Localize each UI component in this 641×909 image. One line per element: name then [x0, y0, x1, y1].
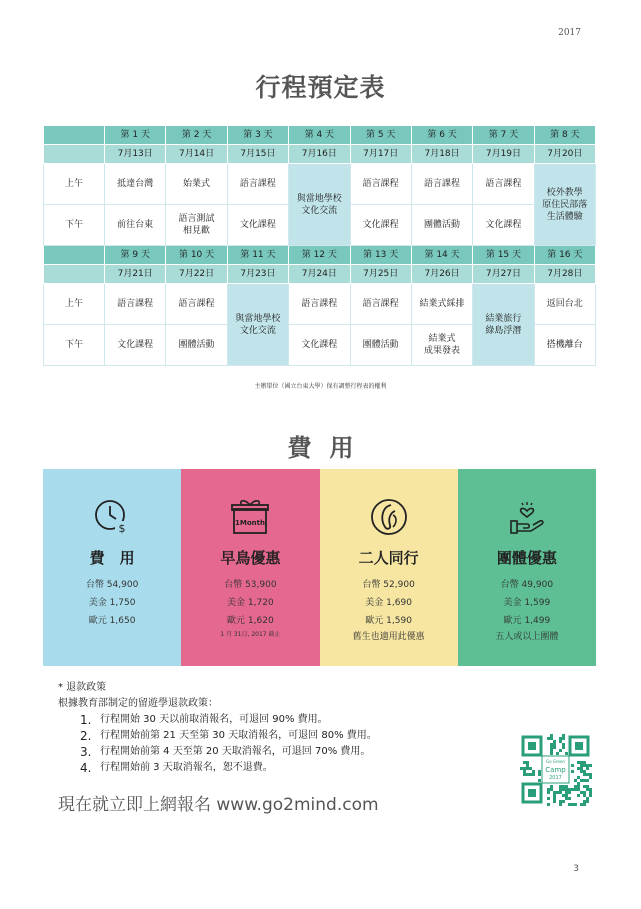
qr-module [583, 791, 586, 794]
qr-module [583, 803, 586, 806]
qr-module [562, 794, 565, 797]
qr-module [532, 773, 535, 776]
qr-module [562, 785, 565, 788]
qr-module [532, 770, 535, 773]
activity-cell: 團體活動 [411, 205, 472, 246]
qr-module [574, 779, 577, 782]
qr-module [550, 752, 553, 755]
qr-module [586, 764, 589, 767]
qr-module [577, 767, 580, 770]
qr-module [586, 797, 589, 800]
fee-price-eur: 歐元 1,499 [503, 616, 551, 626]
qr-module [523, 767, 526, 770]
fee-price-twd: 台幣 54,900 [85, 580, 139, 590]
qr-module [556, 791, 559, 794]
date-cell: 7月21日 [105, 265, 166, 284]
qr-module [523, 761, 526, 764]
qr-module [589, 788, 592, 791]
day-header: 第 13 天 [350, 246, 411, 265]
date-cell: 7月16日 [289, 145, 350, 164]
qr-module [565, 794, 568, 797]
qr-module [586, 773, 589, 776]
activity-cell-merged: 校外教學 原住民部落 生活體驗 [534, 164, 595, 246]
list-item [80, 760, 377, 776]
list-number: 2. [80, 729, 92, 743]
qr-module [553, 800, 556, 803]
qr-module [553, 791, 556, 794]
qr-module [580, 770, 583, 773]
fee-note: 五人或以上團體 [495, 632, 559, 642]
list-number: 1. [80, 713, 92, 727]
activity-cell: 團體活動 [166, 325, 227, 366]
qr-module [586, 779, 589, 782]
table-row-days-1 [44, 126, 596, 145]
date-cell: 7月27日 [473, 265, 534, 284]
fee-price-usd: 美金 1,599 [503, 598, 551, 608]
qr-module [553, 794, 556, 797]
fee-price-eur: 歐元 1,650 [88, 616, 136, 626]
qr-module [589, 773, 592, 776]
date-cell: 7月25日 [350, 265, 411, 284]
qr-module [580, 761, 583, 764]
day-header: 第 15 天 [473, 246, 534, 265]
qr-module [577, 761, 580, 764]
qr-module [529, 767, 532, 770]
activity-cell: 文化課程 [227, 205, 288, 246]
qr-module [583, 770, 586, 773]
list-item [80, 728, 377, 744]
activity-cell: 語言課程 [289, 284, 350, 325]
day-header: 第 12 天 [289, 246, 350, 265]
day-header: 第 4 天 [289, 126, 350, 145]
table-cell [44, 145, 105, 164]
fee-price-eur: 歐元 1,590 [365, 616, 412, 626]
activity-cell: 語言測試 相見歡 [166, 205, 227, 246]
qr-label-1: Go Green [546, 759, 565, 764]
period-label: 下午 [44, 205, 105, 246]
period-label: 上午 [44, 284, 105, 325]
list-item [80, 712, 377, 728]
activity-cell: 語言課程 [411, 164, 472, 205]
qr-module [583, 773, 586, 776]
qr-module [577, 776, 580, 779]
qr-module [580, 764, 583, 767]
qr-module [550, 788, 553, 791]
table-row-dates-1 [44, 145, 596, 164]
fee-price-usd: 美金 1,750 [88, 598, 136, 608]
day-header: 第 11 天 [227, 246, 288, 265]
activity-cell: 抵達台灣 [105, 164, 166, 205]
refund-intro: 根據教育部制定的留遊學退款政策： [58, 698, 218, 709]
date-cell: 7月18日 [411, 145, 472, 164]
refund-list [58, 712, 377, 776]
qr-module [526, 773, 529, 776]
qr-module [565, 752, 568, 755]
day-header: 第 14 天 [411, 246, 472, 265]
day-header: 第 2 天 [166, 126, 227, 145]
activity-cell: 語言課程 [227, 164, 288, 205]
activity-cell: 前往台東 [105, 205, 166, 246]
clock-dollar-icon [92, 497, 132, 537]
day-header: 第 7 天 [473, 126, 534, 145]
fee-price-eur: 歐元 1,620 [227, 616, 274, 626]
qr-module [571, 770, 574, 773]
activity-cell: 返回台北 [534, 284, 595, 325]
qr-module [580, 779, 583, 782]
qr-module [559, 803, 562, 806]
qr-module [580, 791, 583, 794]
qr-module [583, 785, 586, 788]
qr-module [562, 788, 565, 791]
date-cell: 7月22日 [166, 265, 227, 284]
fee-panels [43, 469, 596, 666]
period-label: 下午 [44, 325, 105, 366]
day-header: 第 10 天 [166, 246, 227, 265]
fee-panel-group [458, 469, 596, 666]
year-label: 2017 [558, 28, 581, 38]
schedule-table [43, 125, 596, 366]
fee-price-twd: 台幣 53,900 [224, 580, 277, 590]
day-header: 第 8 天 [534, 126, 595, 145]
activity-cell: 語言課程 [166, 284, 227, 325]
qr-module [526, 761, 529, 764]
activity-cell: 文化課程 [289, 325, 350, 366]
fee-note: 舊生也適用此優惠 [352, 632, 425, 642]
activity-cell: 語言課程 [105, 284, 166, 325]
date-cell: 7月24日 [289, 265, 350, 284]
qr-module [520, 767, 523, 770]
table-cell [44, 246, 105, 265]
date-cell: 7月20日 [534, 145, 595, 164]
table-row-dates-2 [44, 265, 596, 284]
qr-module [526, 767, 529, 770]
register-cta[interactable]: 現在就立即上網報名 www.go2mind.com [58, 795, 379, 815]
date-cell: 7月23日 [227, 265, 288, 284]
qr-module [589, 794, 592, 797]
qr-module [553, 743, 556, 746]
gift-icon [230, 497, 270, 537]
list-text: 行程開始 30 天以前取消報名，可退回 90% 費用。 [100, 714, 328, 725]
fee-name: 團體優惠 [496, 549, 557, 567]
period-label: 上午 [44, 164, 105, 205]
date-cell: 7月26日 [411, 265, 472, 284]
gift-icon-label: 1Month [235, 519, 266, 527]
qr-module [565, 788, 568, 791]
qr-module [571, 788, 574, 791]
activity-cell-merged: 與當地學校 文化交流 [227, 284, 288, 366]
qr-module [583, 764, 586, 767]
qr-module [565, 797, 568, 800]
table-row-am-1 [44, 164, 596, 205]
qr-module [550, 743, 553, 746]
qr-module [547, 791, 550, 794]
refund-policy [58, 680, 377, 776]
qr-module [559, 788, 562, 791]
hand-heart-icon [507, 497, 547, 537]
fee-panel-regular [43, 469, 181, 666]
qr-module [547, 803, 550, 806]
couple-icon [369, 497, 409, 537]
qr-module [574, 803, 577, 806]
day-header: 第 5 天 [350, 126, 411, 145]
date-cell: 7月17日 [350, 145, 411, 164]
fee-price-usd: 美金 1,720 [227, 598, 274, 608]
table-row-am-2 [44, 284, 596, 325]
qr-module [586, 785, 589, 788]
activity-cell-merged: 結業旅行 綠島浮潛 [473, 284, 534, 366]
qr-module [553, 746, 556, 749]
table-row-days-2 [44, 246, 596, 265]
activity-cell: 文化課程 [473, 205, 534, 246]
qr-module [583, 761, 586, 764]
qr-module [550, 734, 553, 737]
date-cell: 7月13日 [105, 145, 166, 164]
fee-price-twd: 台幣 49,900 [500, 580, 554, 590]
qr-module [586, 788, 589, 791]
qr-module [562, 743, 565, 746]
fee-name: 費 用 [89, 549, 135, 567]
table-cell [44, 126, 105, 145]
qr-module [550, 746, 553, 749]
day-header: 第 16 天 [534, 246, 595, 265]
activity-cell: 語言課程 [473, 164, 534, 205]
qr-module [574, 785, 577, 788]
qr-module [562, 737, 565, 740]
qr-module [568, 791, 571, 794]
fee-panel-pair [320, 469, 458, 666]
qr-module [568, 797, 571, 800]
qr-module [523, 770, 526, 773]
list-text: 行程開始前 3 天取消報名，恕不退費。 [100, 762, 273, 773]
refund-heading: * 退款政策 [58, 682, 107, 693]
qr-module [559, 785, 562, 788]
date-cell: 7月15日 [227, 145, 288, 164]
list-text: 行程開始前第 4 天至第 20 天取消報名，可退回 70% 費用。 [100, 746, 371, 757]
list-item [80, 744, 377, 760]
list-number: 4. [80, 761, 92, 775]
activity-cell: 文化課程 [105, 325, 166, 366]
fee-price-usd: 美金 1,690 [365, 598, 412, 608]
qr-module [571, 803, 574, 806]
activity-cell-merged: 與當地學校 文化交流 [289, 164, 350, 246]
qr-module [526, 764, 529, 767]
activity-cell: 始業式 [166, 164, 227, 205]
activity-cell: 團體活動 [350, 325, 411, 366]
qr-module [571, 764, 574, 767]
qr-module [559, 740, 562, 743]
qr-label-3: 2017 [549, 775, 562, 781]
day-header: 第 6 天 [411, 126, 472, 145]
qr-code-icon[interactable] [519, 733, 592, 806]
qr-module [550, 785, 553, 788]
qr-module [577, 788, 580, 791]
table-cell [44, 265, 105, 284]
activity-cell: 結業式 成果發表 [411, 325, 472, 366]
qr-module [583, 800, 586, 803]
qr-module [538, 773, 541, 776]
qr-module [559, 791, 562, 794]
qr-module [568, 788, 571, 791]
qr-module [589, 791, 592, 794]
qr-module [523, 773, 526, 776]
qr-module [580, 767, 583, 770]
qr-module [559, 800, 562, 803]
qr-module [565, 785, 568, 788]
qr-module [577, 785, 580, 788]
qr-module [589, 776, 592, 779]
qr-module [577, 794, 580, 797]
date-cell: 7月28日 [534, 265, 595, 284]
organizer-note: 主辦單位（國立台東大學）保有調整行程表的權利 [254, 383, 387, 390]
fee-panel-early-bird [181, 469, 319, 666]
qr-module [547, 788, 550, 791]
qr-module [577, 782, 580, 785]
qr-module [583, 794, 586, 797]
fee-section-title: 費用 [287, 434, 372, 462]
fee-deadline: 1 月 31日, 2017 截止 [220, 631, 281, 638]
activity-cell: 文化課程 [350, 205, 411, 246]
qr-module [562, 800, 565, 803]
date-cell: 7月14日 [166, 145, 227, 164]
day-header: 第 9 天 [105, 246, 166, 265]
qr-module [568, 803, 571, 806]
fee-name: 二人同行 [358, 549, 419, 567]
qr-module [538, 779, 541, 782]
date-cell: 7月19日 [473, 145, 534, 164]
qr-module [559, 749, 562, 752]
qr-module [538, 770, 541, 773]
list-text: 行程開始前第 21 天至第 30 天取消報名，可退回 80% 費用。 [100, 730, 377, 741]
qr-label-2: Camp [545, 766, 566, 774]
activity-cell: 搭機離台 [534, 325, 595, 366]
qr-module [562, 734, 565, 737]
qr-module [556, 752, 559, 755]
activity-cell: 語言課程 [350, 164, 411, 205]
qr-module [586, 800, 589, 803]
qr-module [553, 797, 556, 800]
qr-module [529, 773, 532, 776]
qr-module [562, 746, 565, 749]
list-number: 3. [80, 745, 92, 759]
qr-module [565, 791, 568, 794]
qr-module [583, 779, 586, 782]
qr-module [550, 749, 553, 752]
page-number: 3 [573, 864, 579, 874]
svg-text:$: $ [118, 522, 126, 535]
activity-cell: 語言課程 [350, 284, 411, 325]
qr-module [547, 737, 550, 740]
fee-name: 早鳥優惠 [220, 549, 281, 567]
qr-module [574, 788, 577, 791]
qr-module [553, 740, 556, 743]
day-header: 第 3 天 [227, 126, 288, 145]
day-header: 第 1 天 [105, 126, 166, 145]
qr-module [586, 767, 589, 770]
page-title: 行程預定表 [255, 73, 386, 102]
fee-price-twd: 台幣 52,900 [362, 580, 415, 590]
qr-module [547, 797, 550, 800]
qr-module [559, 737, 562, 740]
qr-module [580, 803, 583, 806]
activity-cell: 結業式綵排 [411, 284, 472, 325]
qr-module [589, 764, 592, 767]
qr-module [550, 737, 553, 740]
